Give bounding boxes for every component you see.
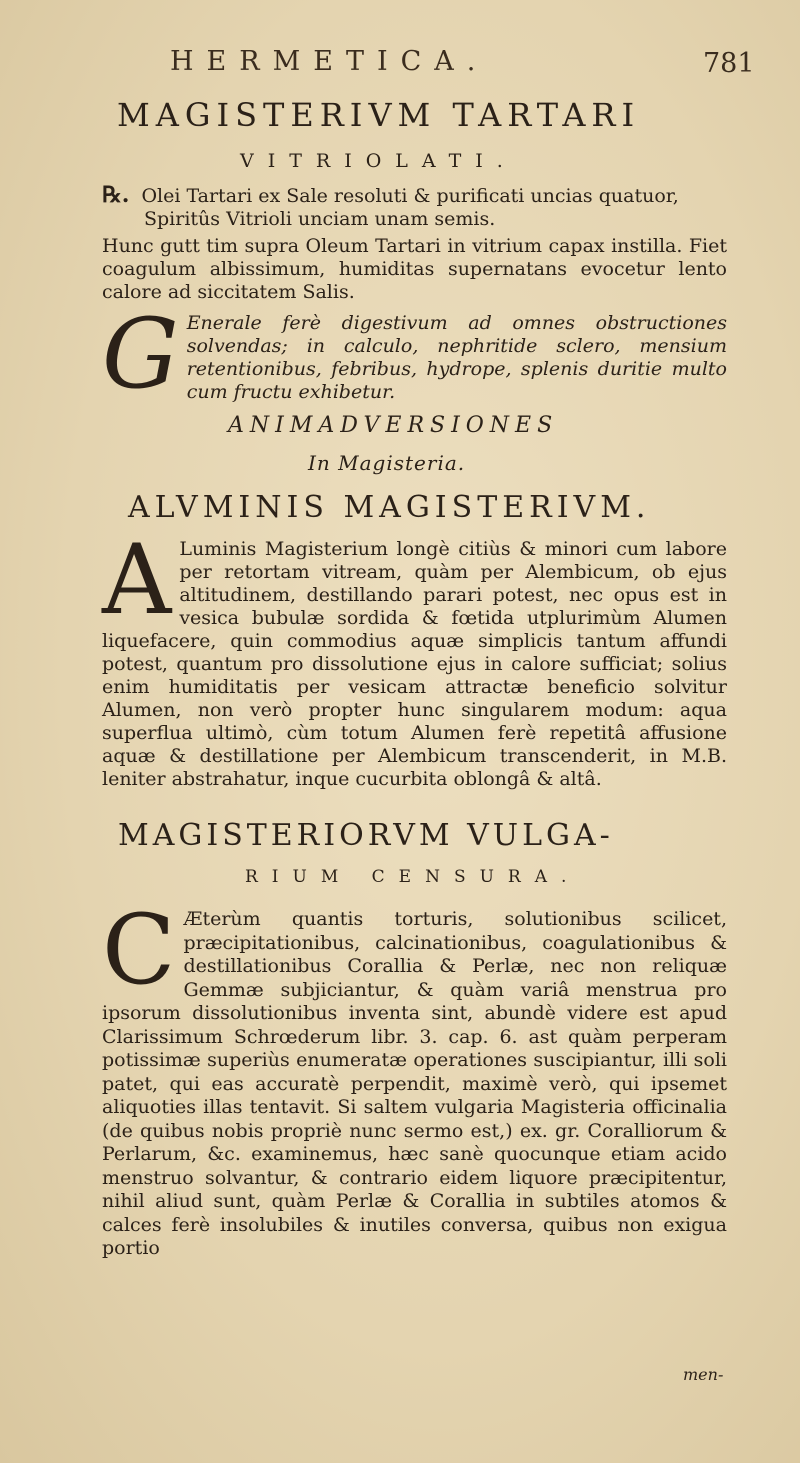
- section-title-magisteriorum: MAGISTERIORVM VULGA-: [118, 818, 614, 853]
- animadversiones-heading: ANIMADVERSIONES: [228, 413, 559, 438]
- instruction-paragraph: Hunc gutt tim supra Oleum Tartari in vitrium capax instilla. Fiet coagulum albissimum, humiditas supernatans evocetur lento calore ad siccitatem Salis.: [102, 235, 727, 303]
- aluminis-text: Luminis Magisterium longè citiùs & minori cum labore per retortam vitream, quàm per Alembicum, ob ejus altitudinem, destillando parari potest, nec opus est in vesica bubulæ sordida & fœtida utplurimùm Alumen liquefacere, quin commodius aquæ simplicis tantum affundi potest, quantum pro dissolutione ejus in calore sufficiat; solius enim humiditatis per vesicam attractæ beneficio solvitur Alumen, non verò propter hunc singularem modum: aqua superflua ultimò, cùm totum Alumen ferè repetitâ affusione aquæ & destillatione per Alembicum transcenderit, in M.B. leniter abstrahatur, inque cucurbita oblongâ & altâ.: [102, 538, 727, 790]
- section-subtitle-censura: RIUM CENSURA.: [245, 867, 581, 887]
- censura-text: Æterùm quantis torturis, solutionibus scilicet, præcipitationibus, calcinationibus, coagulationibus & destillationibus Corallia & Perlæ, nec non reliquæ Gemmæ subjiciantur, & quàm variâ menstrua pro ipsorum dissolutionibus inventa sint, abundè videre est apud Clarissimum Schrœderum libr. 3. cap. 6. ast quàm perperam potissimæ superiùs enumeratæ operationes suscipiantur, illi soli patet, qui eas accuratè perpendit, maximè verò, qui ipsemet aliquoties illas tentavit. Si saltem vulgaria Magisteria officinalia (de quibus nobis propriè nunc sermo est,) ex. gr. Coralliorum & Perlarum, &c. examinemus, hæc sanè quocunque etiam acido menstruo solvantur, & contrario eidem liquore præcipitentur, nihil aliud sunt, quàm Perlæ & Corallia in subtiles atomos & calces ferè insolubiles & inutiles conversa, quibus non exigua portio: [102, 908, 727, 1259]
- dropcap-c: C: [102, 894, 176, 1006]
- censura-paragraph: [102, 894, 727, 1261]
- section-title-aluminis: ALVMINIS MAGISTERIVM.: [128, 490, 651, 525]
- recipe-symbol: ℞.: [102, 182, 130, 208]
- catchword: men-: [683, 1365, 724, 1384]
- dropcap-a: A: [102, 524, 172, 636]
- section-subtitle-vitriolati: VITRIOLATI.: [240, 150, 517, 172]
- usage-text: Enerale ferè digestivum ad omnes obstructiones solvendas; in calculo, nephritide sclero, mensium retentionibus, febribus, hydrope, splenis duritie multo cum fructu exhibetur.: [186, 312, 727, 403]
- section-title-tartari: MAGISTERIVM TARTARI: [117, 96, 641, 134]
- page-number: 781: [703, 48, 755, 79]
- recipe-block: [102, 184, 722, 231]
- recipe-line-1: Olei Tartari ex Sale resoluti & purificati uncias quatuor,: [141, 185, 679, 207]
- usage-paragraph: [102, 298, 727, 410]
- dropcap-g: G: [102, 298, 179, 410]
- aluminis-paragraph: [102, 524, 727, 791]
- in-magisteria-subheading: In Magisteria.: [308, 451, 466, 475]
- recipe-line-2: Spiritûs Vitrioli unciam unam semis.: [144, 208, 496, 230]
- running-title: HERMETICA.: [170, 46, 489, 77]
